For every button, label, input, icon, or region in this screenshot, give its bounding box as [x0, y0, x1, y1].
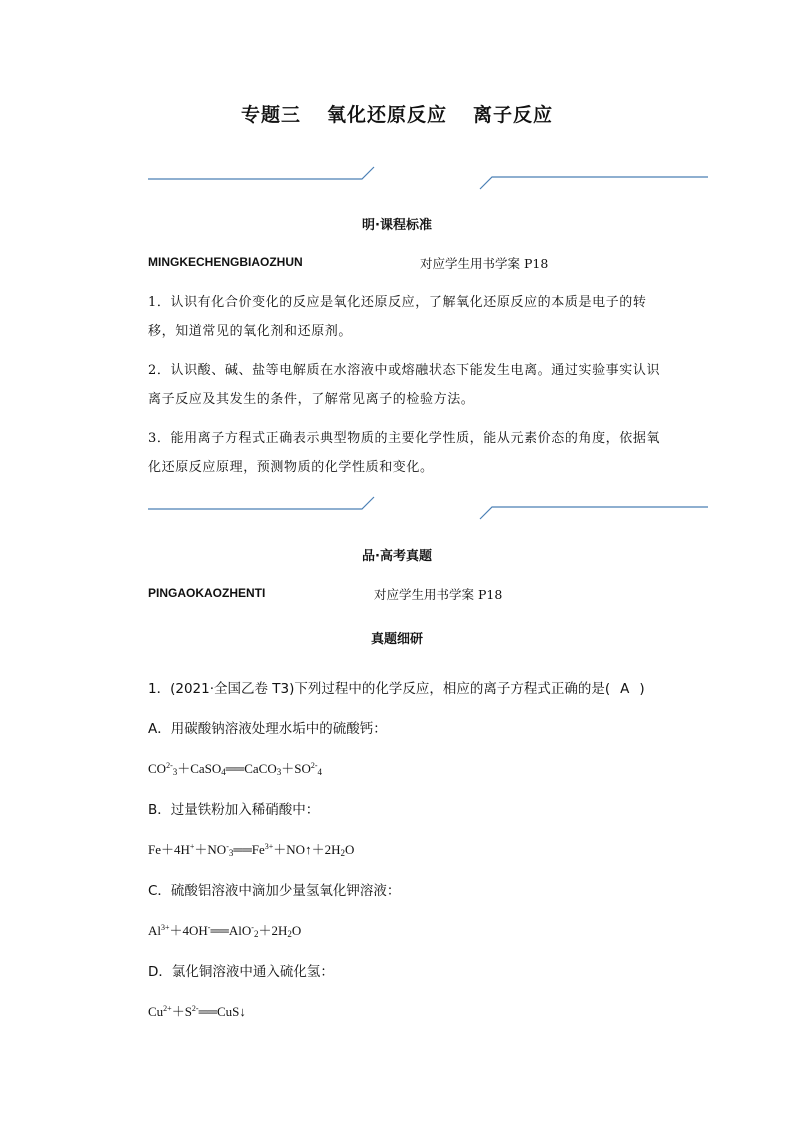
- option-b-equation: $Fe+4H^++NO^-_3══Fe^{3+}+NO↑+2H_2O$: [148, 842, 355, 858]
- option-a-label: A．用碳酸钠溶液处理水垢中的硫酸钙：: [148, 721, 387, 737]
- section2-subheading: 真题细研: [370, 632, 423, 647]
- title-part2: 氧化还原反应: [326, 104, 447, 126]
- option-c-equation: $Al^{3+}+4OH^-══AlO^-_2+2H_2O$: [148, 923, 302, 939]
- page-title: [0, 100, 794, 127]
- option-d-equation: $Cu^{2+}+S^{2-}══CuS↓$: [148, 1004, 246, 1019]
- question-stem-text: 1．(2021·全国乙卷 T3)下列过程中的化学反应，相应的离子方程式正确的是(: [148, 681, 611, 697]
- section1-ref: 对应学生用书学案 P18: [420, 256, 549, 271]
- section1-heading: 明·课程标准: [362, 218, 432, 233]
- title-part3: 离子反应: [473, 104, 554, 126]
- section2-heading: 品·高考真题: [362, 549, 432, 564]
- standard-item-2: 2．认识酸、碱、盐等电解质在水溶液中或熔融状态下能发生电离。通过实验事实认识离子反应及其发生的条件，了解常见离子的检验方法。: [148, 363, 661, 407]
- option-b-label: B．过量铁粉加入稀硝酸中：: [148, 802, 320, 818]
- standard-item-1: 1．认识有化合价变化的反应是氧化还原反应，了解氧化还原反应的本质是电子的转移，知道常见的氧化剂和还原剂。: [148, 295, 647, 339]
- section-divider-2: [0, 496, 794, 520]
- section-divider-1: [0, 166, 794, 190]
- option-c-label: C．硫酸铝溶液中滴加少量氢氧化钾溶液：: [148, 883, 401, 899]
- option-d-label: D．氯化铜溶液中通入硫化氢：: [148, 964, 334, 980]
- question-close: ): [639, 681, 645, 697]
- standard-item-3: 3．能用离子方程式正确表示典型物质的主要化学性质，能从元素价态的角度，依据氧化还原反应原理，预测物质的化学性质和变化。: [148, 431, 661, 475]
- section1-pinyin: MINGKECHENGBIAOZHUN: [148, 255, 303, 269]
- title-part1: 专题三: [240, 104, 301, 126]
- section2-ref: 对应学生用书学案 P18: [374, 587, 503, 602]
- option-a-equation: $CO^{2-}_3+CaSO_4══CaCO_3+SO^{2-}_4$: [148, 761, 323, 777]
- question-answer: A: [620, 681, 630, 697]
- question-stem: [148, 677, 645, 697]
- section2-pinyin: PINGAOKAOZHENTI: [148, 586, 266, 600]
